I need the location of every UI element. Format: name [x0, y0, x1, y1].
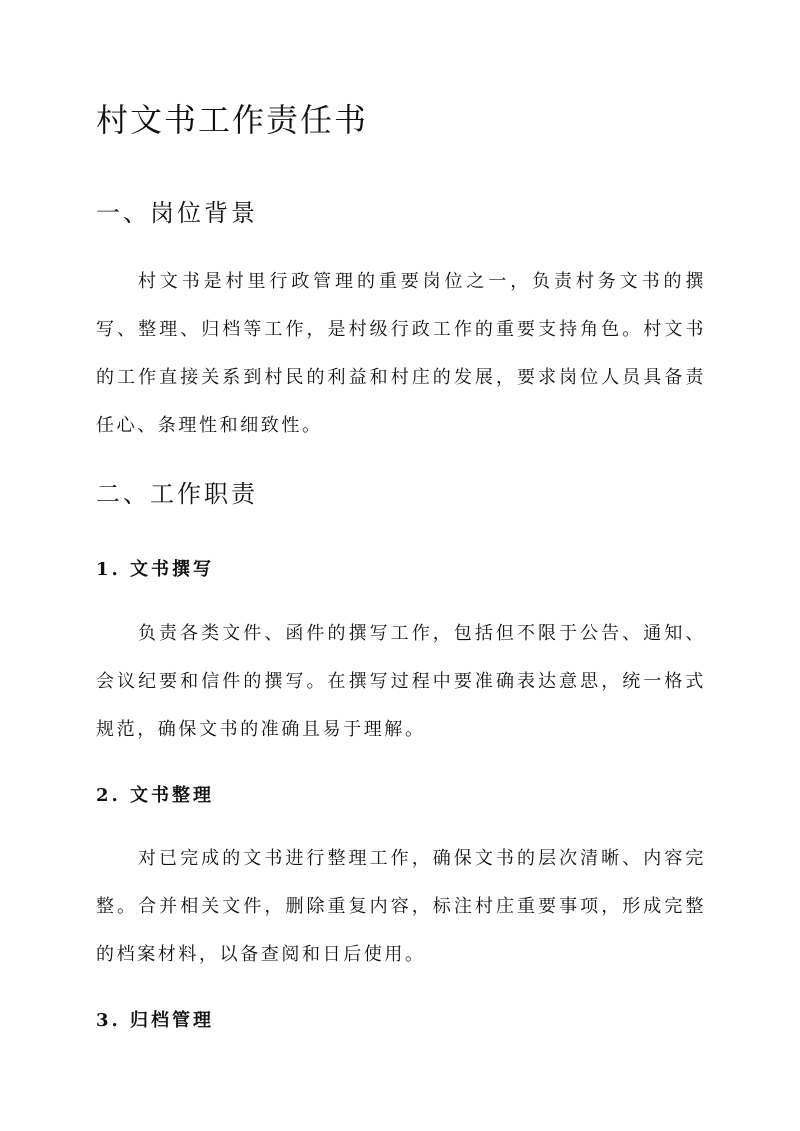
- subheading-writing: 1. 文书撰写: [96, 559, 215, 580]
- subheading-archiving: 3. 归档管理: [96, 1010, 215, 1031]
- subheading-organizing: 2. 文书整理: [96, 785, 215, 806]
- document-title: 村文书工作责任书: [96, 101, 369, 139]
- paragraph-organizing: 对已完成的文书进行整理工作，确保文书的层次清晰、内容完整。合并相关文件，删除重复内容，标注村庄重要事项，形成完整的档案材料，以备查阅和日后使用。: [96, 848, 706, 965]
- section-heading-duties: 二、工作职责: [96, 480, 258, 508]
- section-paragraph-background: 村文书是村里行政管理的重要岗位之一，负责村务文书的撰写、整理、归档等工作，是村级行政工作的重要支持角色。村文书的工作直接关系到村民的利益和村庄的发展，要求岗位人员具备责任心、条理性和细致性。: [96, 271, 706, 436]
- section-heading-background: 一、岗位背景: [96, 199, 258, 227]
- paragraph-writing: 负责各类文件、函件的撰写工作，包括但不限于公告、通知、会议纪要和信件的撰写。在撰写过程中要准确表达意思，统一格式规范，确保文书的准确且易于理解。: [96, 623, 706, 740]
